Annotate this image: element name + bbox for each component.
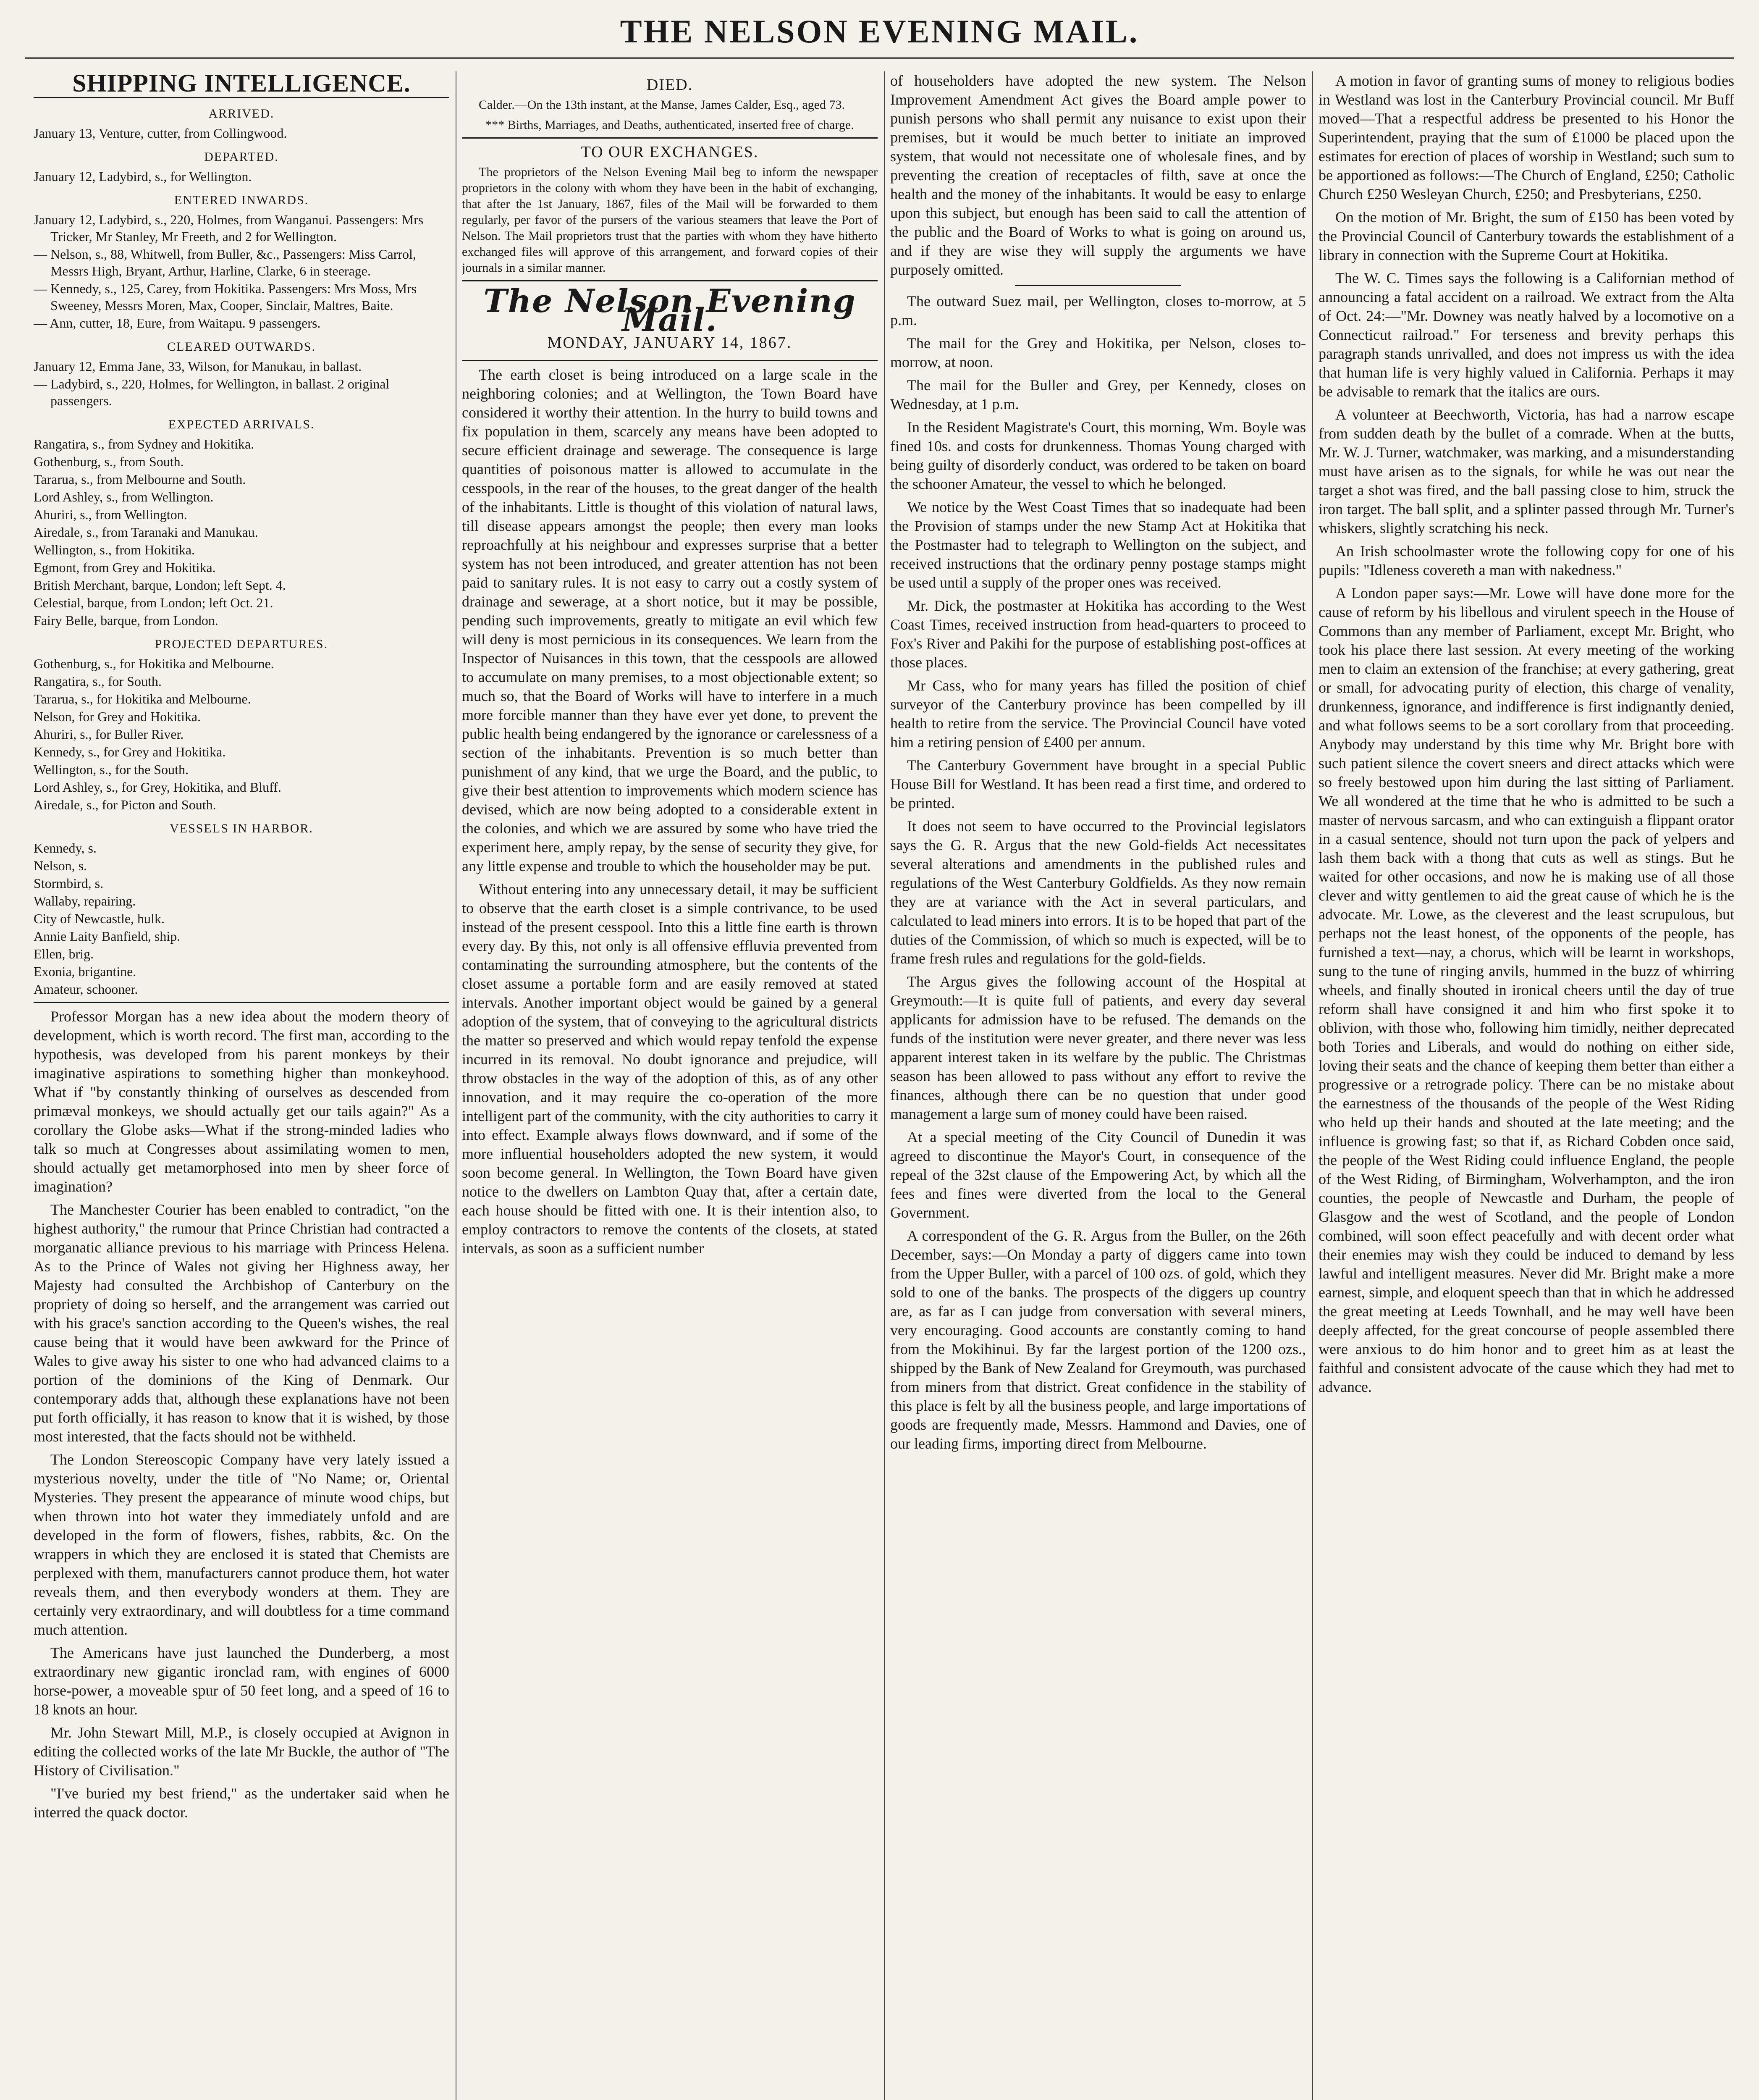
exchanges-notice: The proprietors of the Nelson Evening Mail beg to inform the newspaper proprietors in the colony with whom they have been in the habit of exchanging, that after the 1st January, 1867, files of the Mail will be forwarded to them regularly, per favor of the pursers of the various steamers that leave the Port of Nelson. The Mail proprietors trust that the parties with whom they have hitherto exchanged files will approve of this arrangement, and forward copies of their journals in a similar manner. <box>462 165 878 275</box>
column-3 <box>890 71 1306 2100</box>
list-item: January 12, Ladybird, s., 220, Holmes, from Wanganui. Passengers: Mrs Tricker, Mr Stanley, Mr Freeth, and 2 for Wellington. <box>34 212 424 244</box>
list-item: British Merchant, barque, London; left Sept. 4. <box>34 578 286 593</box>
list-item: Kennedy, s. <box>34 840 97 856</box>
list-item: — Nelson, s., 88, Whitwell, from Buller, &c., Passengers: Miss Carrol, Messrs High, Bryant, Arthur, Harline, Clarke, 6 in steerage. <box>34 247 416 278</box>
news-paragraph: We notice by the West Coast Times that so inadequate had been the Provision of stamps under the new Stamp Act at Hokitika that the Postmaster had to telegraph to Wellington on the subject, and received instructions that the ordinary penny postage stamps might be used until a supply of the proper ones was received. <box>890 499 1306 591</box>
editorial-paragraph: Without entering into any unnecessary detail, it may be sufficient to observe that the earth closet is a simple contrivance, to be used instead of the present cesspool. Into this a little fine earth is thrown every day. By this, not only is all offensive effluvia prevented from contaminating the surrounding atmosphere, but the contents of the closet assume a portable form and are easily removed at stated intervals. Another important object would be gained by a general adoption of the system, that of conveying to the agricultural districts the matter so preserved and which would repay tenfold the expense incurred in its removal. No doubt ignorance and prejudice, will throw obstacles in the way of the adoption of this, as of any other innovation, and it may require the co-operation of the more intelligent part of the community, with the city authorities to carry it into effect. Example always flows downward, and if some of the more influential householders adopted the new system, it would soon become general. In Wellington, the Town Board have given notice to the dwellers on Lambton Quay that, after a certain date, each house should be fitted with one. It is their intention also, to employ contractors to remove the contents of the closets, at stated intervals, as soon as a sufficient number <box>462 881 878 1257</box>
entered-list <box>34 211 449 331</box>
paper-title: The Nelson Evening Mail. <box>483 282 856 339</box>
news-paragraph: In the Resident Magistrate's Court, this morning, Wm. Boyle was fined 10s. and costs for drunkenness. Thomas Young charged with being guilty of disorderly conduct, was ordered to be taken on board the schooner Amateur, the vessel to which he belonged. <box>890 419 1306 492</box>
list-item: Amateur, schooner. <box>34 982 138 997</box>
list-item: Fairy Belle, barque, from London. <box>34 613 218 628</box>
list-item: Annie Laity Banfield, ship. <box>34 929 181 944</box>
list-item: Nelson, s. <box>34 858 87 873</box>
news-paragraph: A London paper says:—Mr. Lowe will have done more for the cause of reform by his libellous and virulent speech in the House of Commons than any member of Parliament, except Mr. Bright, who took his place there last session. At every meeting of the working men to claim an extension of the franchise; at every gathering, great or small, for advocating purity of election, this charge of venality, drunkenness, ignorance, and indifference is first indignantly denied, and what follows seems to be a sort corollary from that proceeding. Anybody may understand by this time why Mr. Bright bore with such patient silence the covert sneers and direct attacks which were so freely bestowed upon him during the last sitting of Parliament. We all wondered at the time that he who is admitted to be such a master of nervous sarcasm, and who can extinguish a flippant orator in a casual sentence, should not turn upon the pack of yelpers and lash them back with a thong that cuts as well as stings. But he waited for other occasions, and now he is making use of all those clever and witty gentlemen to aid the great cause of which he is the advocate. Mr. Lowe, as the cleverest and the least scrupulous, but perhaps not the least honest, of the opponents of the people, has furnished a text—nay, a chorus, which will be learnt in workshops, sung to the tune of ringing anvils, hummed in the buzz of whirring wheels, and finally shouted in ironical cheers until the day of true reform shall have consigned it and him who first spoke it to oblivion, with those who, following him timidly, neither deprecated both Tories and Liberals, and would do nothing on either side, loving their seats and the chance of keeping them better than either a progressive or a retrograde policy. There can be no mistake about the earnestness of the thousands of the people of the West Riding who held up their hands and shouted at the late meeting; and the influence is growing fast; so that if, as Richard Cobden once said, the people of the West Riding could influence England, the people of the West Riding, of Birmingham, Wolverhampton, and the iron counties, the people of Newcastle and Durham, the people of Glasgow and the west of Scotland, and the people of London combined, will soon effect peacefully and with decent order what their enemies may wish they could be induced to demand by less lawful and intelligent measures. Never did Mr. Bright make a more earnest, simple, and eloquent speech than that in which he addressed the great meeting at Leeds Townhall, and he may well have been deeply affected, for the great concourse of people assembled there were anxious to do him honor and to greet him as at least the faithful and consistent advocate of the cause which they had met to advance. <box>1319 585 1734 1395</box>
news-paragraph: On the motion of Mr. Bright, the sum of £150 has been voted by the Provincial Council of Canterbury towards the establishment of a library in connection with the Supreme Court at Hokitika. <box>1319 209 1734 263</box>
departed-list <box>34 168 449 185</box>
exchanges-label: TO OUR EXCHANGES. <box>581 143 759 161</box>
projected-label: PROJECTED DEPARTURES. <box>155 637 328 651</box>
column-divider <box>1312 71 1313 2100</box>
divider <box>462 137 878 139</box>
article-paragraph: The Manchester Courier has been enabled to contradict, "on the highest authority," the rumour that Prince Christian had contracted a morganatic alliance previous to his marriage with Princess Helena. As to the Prince of Wales not giving her Highness away, her Majesty had consulted the Archbishop of Canterbury on the propriety of doing so herself, and the arrangement was carried out with his grace's sanction according to the Queen's wishes, the real cause being that it would have been awkward for the Prince of Wales to give away his sister to one who had advanced claims to a portion of the dominions of the King of Denmark. Our contemporary adds that, although these explanations have not been put forth officially, it has reason to know that it is wished, by those most interested, that the facts should not be withheld. <box>34 1201 449 1445</box>
news-paragraph: The W. C. Times says the following is a Californian method of announcing a fatal accident on a railroad. We extract from the Alta of Oct. 24:—"Mr. Downey was neatly halved by a locomotive on a Connecticut railroad." For terseness and brevity perhaps this paragraph stands unrivalled, and does not impress us with the idea that human life is very highly valued in California. Perhaps it may be advisable to remark that the italics are ours. <box>1319 270 1734 400</box>
list-item: Exonia, brigantine. <box>34 964 136 979</box>
news-paragraph: It does not seem to have occurred to the Provincial legislators says the G. R. Argus that the new Gold-fields Act necessitates several alterations and amendments in the published rules and regulations of the West Canterbury Goldfields. As they now remain they are at variance with the Act in several particulars, and calculated to lead miners into errors. It is to be hoped that part of the duties of the Commission, of which so much is expected, will be to frame fresh rules and regulations for the gold-fields. <box>890 818 1306 967</box>
cleared-label: CLEARED OUTWARDS. <box>167 340 316 354</box>
divider <box>34 97 449 98</box>
column-divider <box>884 71 885 2100</box>
article-paragraph: Mr. John Stewart Mill, M.P., is closely occupied at Avignon in editing the collected works of the late Mr Buckle, the author of "The History of Civilisation." <box>34 1724 449 1779</box>
harbor-label: VESSELS IN HARBOR. <box>170 822 313 835</box>
masthead: THE NELSON EVENING MAIL. <box>620 13 1139 50</box>
died-notice: Calder.—On the 13th instant, at the Manse, James Calder, Esq., aged 73. <box>479 98 845 112</box>
free-notice: *** Births, Marriages, and Deaths, authenticated, inserted free of charge. <box>485 118 854 132</box>
list-item: Rangatira, s., from Sydney and Hokitika. <box>34 436 254 452</box>
list-item: Tararua, s., for Hokitika and Melbourne. <box>34 691 251 706</box>
editorial-paragraph: of householders have adopted the new system. The Nelson Improvement Amendment Act gives the Board ample power to punish persons who shall permit any nuisance to exist upon their premises, but it would be much better to initiate an improved system, that would not necessitate one of wholesale fines, and by preventing the creation of receptacles of filth, save at once the health and the money of the inhabitants. It would be easy to enlarge upon this subject, but enough has been said to call the attention of the public and the Board of Works to what is going on around us, and if they are wise they will supply the arguments we have purposely omitted. <box>890 72 1306 278</box>
paper-date: MONDAY, JANUARY 14, 1867. <box>547 334 792 352</box>
cleared-list <box>34 358 449 409</box>
article-paragraph: The Americans have just launched the Dunderberg, a most extraordinary new gigantic ironclad ram, with engines of 6000 horse-power, a moveable spur of 50 feet long, and a speed of 16 to 18 knots an hour. <box>34 1644 449 1718</box>
list-item: January 12, Emma Jane, 33, Wilson, for Manukau, in ballast. <box>34 359 362 374</box>
list-item: Wellington, s., for the South. <box>34 762 189 777</box>
news-paragraph: The Argus gives the following account of the Hospital at Greymouth:—It is quite full of patients, and every day several applicants for admission have to be refused. The demands on the funds of the institution were never greater, and there never was less apparent interest taken in its welfare by the public. The Christmas season has been allowed to pass without any effort to revive the finances, although there can be no question that under good management a large sum of money could have been raised. <box>890 973 1306 1122</box>
entered-label: ENTERED INWARDS. <box>174 193 309 207</box>
article-paragraph: "I've buried my best friend," as the undertaker said when he interred the quack doctor. <box>34 1785 449 1821</box>
list-item: Celestial, barque, from London; left Oct. 21. <box>34 595 273 610</box>
news-paragraph: A motion in favor of granting sums of money to religious bodies in Westland was lost in the Canterbury Provincial council. Mr Buff moved—That a respectful address be presented to his Honor the Superintendent, praying that the sum of £1000 be placed upon the estimates for erection of places of worship in Westland; such sum to be apportioned as follows:—The Church of England, £250; Catholic Church £250 Wesleyan Church, £250; and Presbyterians, £250. <box>1319 72 1734 202</box>
list-item: Tararua, s., from Melbourne and South. <box>34 472 246 487</box>
news-paragraph: An Irish schoolmaster wrote the following copy for one of his pupils: "Idleness covereth a man with nakedness." <box>1319 543 1734 578</box>
editorial-header <box>462 282 878 352</box>
list-item: Wellington, s., from Hokitika. <box>34 542 195 557</box>
departed-label: DEPARTED. <box>204 150 279 164</box>
list-item: Kennedy, s., for Grey and Hokitika. <box>34 744 226 759</box>
news-paragraph: A correspondent of the G. R. Argus from the Buller, on the 26th December, says:—On Monday a party of diggers came into town from the Upper Buller, with a parcel of 100 ozs. of gold, which they sold to one of the banks. The prospects of the diggers up country are, as far as I can judge from conversation with several miners, very encouraging. Good accounts are constantly coming to hand from the Mokihinui. By far the largest portion of the 1200 ozs., shipped by the Bank of New Zealand for Greymouth, was purchased from miners from that district. Great confidence in the stability of this place is felt by all the business people, and large importations of goods are frequently made, Messrs. Hammond and Davies, one of our leading firms, importing direct from Melbourne. <box>890 1227 1306 1452</box>
projected-list <box>34 655 449 813</box>
list-item: Ahuriri, s., for Buller River. <box>34 727 184 742</box>
divider <box>462 280 878 281</box>
died-label: DIED. <box>646 76 693 94</box>
harbor-list <box>34 840 449 998</box>
divider <box>1015 285 1181 286</box>
editorial-paragraph: The earth closet is being introduced on a large scale in the neighboring colonies; and at Wellington, the Town Board have considered it worthy their attention. In the hurry to build towns and fix population in them, scarcely any means have been adopted to secure efficient drainage and sewerage. The consequence is large quantities of poisonous matter is allowed to accumulate in the cesspools, in the rear of the houses, to the great danger of the health of the inhabitants. Little is thought of this violation of natural laws, till disease appears amongst the people; then every man looks reproachfully at his neighbour and expresses surprise that a better system has not been introduced, and greater attention has not been paid to sanitary rules. It is not easy to carry out a costly system of drainage and sewerage, at a short notice, but it may be possible, pending such improvements, greatly to mitigate an evil which few will deny is most pernicious in its consequences. We learn from the Inspector of Nuisances in this town, that the cesspools are allowed to accumulate on many premises, to a most objectionable extent; so much so, that the Board of Works will have to interfere in a much more forcible manner than they have ever yet done, to prevent the public health being endangered by the ignorance or carelessness of a section of the inhabitants. Prevention is so much better than punishment of any kind, that we urge the Board, and the public, to give their best attention to improvements which modern science has devised, which are now being adopted to a considerable extent in the colonies, and which we are assured by some who have tried the experiment here, amply repay, by the sense of security they give, for any little expense and trouble to which the householder may be put. <box>462 366 878 874</box>
list-item: — Kennedy, s., 125, Carey, from Hokitika. Passengers: Mrs Moss, Mrs Sweeney, Messrs Moren, Max, Cooper, Sinclair, Maltres, Baite. <box>34 281 417 313</box>
list-item: Airedale, s., from Taranaki and Manukau. <box>34 525 258 540</box>
list-item: Ellen, brig. <box>34 946 94 961</box>
column-1 <box>34 71 449 2100</box>
divider <box>462 360 878 361</box>
news-paragraph: A volunteer at Beechworth, Victoria, has had a narrow escape from sudden death by the bullet of a comrade. When at the butts, Mr. W. J. Turner, watchmaker, was marking, and a misunderstanding must have arisen as to the signals, for while he was out near the target a shot was fired, and the ball passing close to him, struck the iron target. The ball split, and a splinter passed through Mr. Turner's whiskers, slightly scratching his neck. <box>1319 406 1734 536</box>
list-item: January 13, Venture, cutter, from Collingwood. <box>34 126 287 141</box>
news-paragraph: Mr Cass, who for many years has filled the position of chief surveyor of the Canterbury province has been compelled by ill health to retire from the service. The Provincial Council have voted him a retiring pension of £400 per annum. <box>890 677 1306 751</box>
list-item: Rangatira, s., for South. <box>34 674 162 689</box>
list-item: Wallaby, repairing. <box>34 893 136 908</box>
news-paragraph: The mail for the Grey and Hokitika, per Nelson, closes to-morrow, at noon. <box>890 335 1306 370</box>
list-item: Nelson, for Grey and Hokitika. <box>34 709 201 724</box>
news-paragraph: The outward Suez mail, per Wellington, closes to-morrow, at 5 p.m. <box>890 293 1306 328</box>
news-paragraph: The mail for the Buller and Grey, per Kennedy, closes on Wednesday, at 1 p.m. <box>890 377 1306 412</box>
article-paragraph: The London Stereoscopic Company have very lately issued a mysterious novelty, under the title of "No Name; or, Oriental Mysteries. They present the appearance of minute wood chips, but when thrown into hot water they immediately unfold and are developed in the form of flowers, fishes, rabbits, &c. On the wrappers in which they are enclosed it is stated that Chemists are perplexed with them, manufacturers cannot produce them, hot water reveals them, and then everybody wonders at them. They are certainly very extraordinary, and will doubtless for a time command much attention. <box>34 1451 449 1638</box>
article-paragraph: Professor Morgan has a new idea about the modern theory of development, which is worth record. The first man, according to the hypothesis, was developed from his parent monkeys by their imaginative aspirations to something higher than monkeyhood. What if "by constantly thinking of ourselves as descended from primæval monkeys, we should actually get our tails again?" As a corollary the Globe asks—What if the strong-minded ladies who talk so much at Congresses about assimilating women to men, should actually get metamorphosed into men by sheer force of imagination? <box>34 1008 449 1195</box>
shipping-heading: SHIPPING INTELLIGENCE. <box>72 71 411 97</box>
news-paragraph: The Canterbury Government have brought in a special Public House Bill for Westland. It has been read a first time, and ordered to be printed. <box>890 757 1306 811</box>
list-item: City of Newcastle, hulk. <box>34 911 165 926</box>
expected-list <box>34 436 449 629</box>
list-item: Gothenburg, s., for Hokitika and Melbourne. <box>34 656 274 671</box>
list-item: — Ladybird, s., 220, Holmes, for Wellington, in ballast. 2 original passengers. <box>34 376 390 408</box>
list-item: January 12, Ladybird, s., for Wellington. <box>34 169 252 184</box>
masthead-rule <box>25 57 1734 59</box>
list-item: Gothenburg, s., from South. <box>34 454 184 469</box>
column-4 <box>1319 71 1734 2100</box>
divider <box>34 1002 449 1003</box>
list-item: Egmont, from Grey and Hokitika. <box>34 560 216 575</box>
arrived-list <box>34 125 449 142</box>
list-item: — Ann, cutter, 18, Eure, from Waitapu. 9 passengers. <box>34 315 321 331</box>
news-paragraph: Mr. Dick, the postmaster at Hokitika has according to the West Coast Times, received instruction from head-quarters to proceed to Fox's River and Pakihi for the purpose of establishing post-offices at those places. <box>890 597 1306 671</box>
list-item: Lord Ashley, s., from Wellington. <box>34 489 214 504</box>
list-item: Airedale, s., for Picton and South. <box>34 797 216 812</box>
column-2 <box>462 71 878 2100</box>
arrived-label: ARRIVED. <box>208 107 275 121</box>
news-paragraph: At a special meeting of the City Council of Dunedin it was agreed to discontinue the Mayor's Court, in consequence of the repeal of the 32st clause of the Empowering Act, by which all the fees and fines were diverted from the local to the General Government. <box>890 1129 1306 1221</box>
list-item: Stormbird, s. <box>34 876 104 891</box>
list-item: Lord Ashley, s., for Grey, Hokitika, and Bluff. <box>34 780 281 795</box>
list-item: Ahuriri, s., from Wellington. <box>34 507 187 522</box>
expected-label: EXPECTED ARRIVALS. <box>168 417 315 431</box>
